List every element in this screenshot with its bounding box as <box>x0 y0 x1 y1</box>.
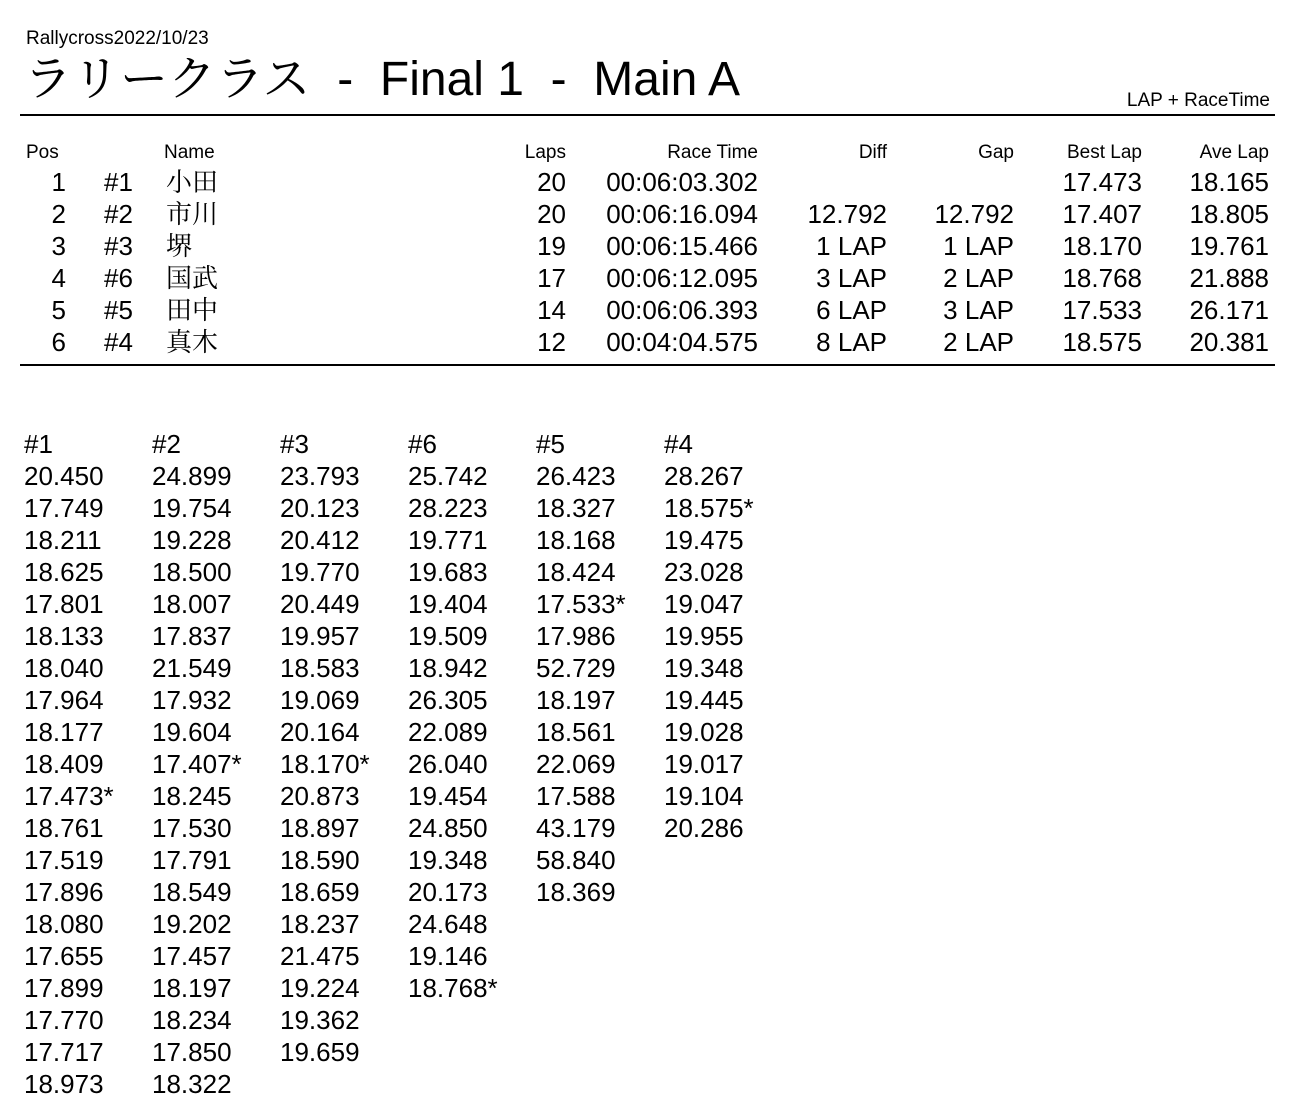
lap-column-car: #3 <box>280 429 309 459</box>
cell-no: #2 <box>104 199 133 229</box>
lap-time: 17.801 <box>24 589 104 619</box>
cell-race-time: 00:06:16.094 <box>606 199 758 229</box>
table-row <box>0 198 1293 230</box>
cell-diff: 12.792 <box>807 199 887 229</box>
cell-best-lap: 17.473 <box>1062 167 1142 197</box>
lap-time: 18.590 <box>280 845 360 875</box>
lap-time: 19.475 <box>664 525 744 555</box>
lap-time: 19.202 <box>152 909 232 939</box>
lap-time: 52.729 <box>536 653 616 683</box>
cell-no: #3 <box>104 231 133 261</box>
lap-time: 17.519 <box>24 845 104 875</box>
laps-header: Laps <box>524 142 566 163</box>
cell-name: 市川 <box>166 199 219 229</box>
cell-name: 堺 <box>166 231 193 261</box>
cell-pos: 1 <box>51 167 66 197</box>
bottom-rule <box>20 364 1275 366</box>
lap-time: 18.583 <box>280 653 360 683</box>
lap-time: 18.942 <box>408 653 488 683</box>
cell-best-lap: 17.407 <box>1062 199 1142 229</box>
cell-laps: 20 <box>537 167 566 197</box>
lap-time: 19.770 <box>280 557 360 587</box>
lap-time: 20.286 <box>664 813 744 843</box>
cell-diff: 3 LAP <box>816 263 887 293</box>
lap-time: 21.475 <box>280 941 360 971</box>
lap-time: 26.423 <box>536 461 616 491</box>
lap-column <box>24 428 152 1100</box>
lap-column <box>280 428 408 1068</box>
cell-no: #5 <box>104 295 133 325</box>
pos-header: Pos <box>26 142 59 163</box>
lap-time: 17.588 <box>536 781 616 811</box>
lap-time: 17.749 <box>24 493 104 523</box>
cell-name: 国武 <box>166 263 219 293</box>
lap-time: 18.369 <box>536 877 616 907</box>
cell-race-time: 00:06:12.095 <box>606 263 758 293</box>
lap-time: 18.040 <box>24 653 104 683</box>
lap-time: 19.771 <box>408 525 488 555</box>
lap-time: 19.604 <box>152 717 232 747</box>
race-time-header: Race Time <box>667 142 758 163</box>
lap-time: 28.223 <box>408 493 488 523</box>
lap-time: 58.840 <box>536 845 616 875</box>
results-header <box>0 140 1293 166</box>
cell-ave-lap: 18.165 <box>1189 167 1269 197</box>
lap-time: 18.897 <box>280 813 360 843</box>
lap-time: 18.177 <box>24 717 104 747</box>
top-rule <box>20 114 1275 116</box>
lap-time: 18.080 <box>24 909 104 939</box>
lap-time: 17.932 <box>152 685 232 715</box>
lap-time: 25.742 <box>408 461 488 491</box>
cell-pos: 3 <box>51 231 66 261</box>
lap-time: 19.047 <box>664 589 744 619</box>
lap-time: 24.850 <box>408 813 488 843</box>
lap-time: 17.473* <box>24 781 114 811</box>
cell-best-lap: 18.575 <box>1062 327 1142 357</box>
lap-time: 18.409 <box>24 749 104 779</box>
cell-gap: 3 LAP <box>943 295 1014 325</box>
lap-time: 18.327 <box>536 493 616 523</box>
table-row <box>0 294 1293 326</box>
cell-pos: 6 <box>51 327 66 357</box>
table-row <box>0 230 1293 262</box>
lap-time: 18.424 <box>536 557 616 587</box>
lap-time: 19.348 <box>408 845 488 875</box>
lap-time: 17.457 <box>152 941 232 971</box>
lap-column-car: #4 <box>664 429 693 459</box>
lap-time: 18.549 <box>152 877 232 907</box>
lap-time: 19.104 <box>664 781 744 811</box>
lap-time: 17.407* <box>152 749 242 779</box>
cell-pos: 5 <box>51 295 66 325</box>
lap-time: 18.197 <box>536 685 616 715</box>
page-title: ラリークラス - Final 1 - Main A <box>24 53 741 106</box>
cell-name: 小田 <box>166 167 219 197</box>
lap-time: 17.896 <box>24 877 104 907</box>
lap-time: 28.267 <box>664 461 744 491</box>
lap-time: 17.791 <box>152 845 232 875</box>
cell-laps: 14 <box>537 295 566 325</box>
lap-time: 17.717 <box>24 1037 104 1067</box>
lap-time: 17.770 <box>24 1005 104 1035</box>
lap-time: 17.533* <box>536 589 626 619</box>
lap-time: 19.348 <box>664 653 744 683</box>
lap-time: 18.575* <box>664 493 754 523</box>
lap-time: 18.973 <box>24 1069 104 1099</box>
mode-label: LAP + RaceTime <box>1126 90 1270 111</box>
lap-time: 20.173 <box>408 877 488 907</box>
lap-time: 23.028 <box>664 557 744 587</box>
cell-laps: 19 <box>537 231 566 261</box>
cell-ave-lap: 20.381 <box>1189 327 1269 357</box>
cell-race-time: 00:06:06.393 <box>606 295 758 325</box>
table-row <box>0 166 1293 198</box>
lap-time: 19.957 <box>280 621 360 651</box>
gap-header: Gap <box>978 142 1014 163</box>
cell-diff: 1 LAP <box>816 231 887 261</box>
cell-ave-lap: 21.888 <box>1189 263 1269 293</box>
cell-gap: 1 LAP <box>943 231 1014 261</box>
lap-time: 19.069 <box>280 685 360 715</box>
cell-name: 田中 <box>166 295 219 325</box>
lap-time: 43.179 <box>536 813 616 843</box>
lap-time: 19.224 <box>280 973 360 1003</box>
cell-best-lap: 18.768 <box>1062 263 1142 293</box>
table-row <box>0 262 1293 294</box>
lap-time: 18.245 <box>152 781 232 811</box>
lap-column <box>408 428 536 1004</box>
lap-time: 18.197 <box>152 973 232 1003</box>
lap-time: 24.648 <box>408 909 488 939</box>
cell-best-lap: 18.170 <box>1062 231 1142 261</box>
cell-no: #6 <box>104 263 133 293</box>
cell-ave-lap: 18.805 <box>1189 199 1269 229</box>
lap-time: 19.754 <box>152 493 232 523</box>
lap-time: 18.237 <box>280 909 360 939</box>
cell-no: #1 <box>104 167 133 197</box>
lap-time: 18.561 <box>536 717 616 747</box>
lap-time: 17.986 <box>536 621 616 651</box>
lap-time: 26.305 <box>408 685 488 715</box>
lap-time: 20.164 <box>280 717 360 747</box>
lap-time: 17.655 <box>24 941 104 971</box>
cell-race-time: 00:04:04.575 <box>606 327 758 357</box>
cell-laps: 20 <box>537 199 566 229</box>
lap-time: 19.955 <box>664 621 744 651</box>
cell-best-lap: 17.533 <box>1062 295 1142 325</box>
lap-time: 18.761 <box>24 813 104 843</box>
lap-column-car: #6 <box>408 429 437 459</box>
cell-laps: 17 <box>537 263 566 293</box>
lap-time: 20.412 <box>280 525 360 555</box>
table-row <box>0 326 1293 358</box>
results-table <box>0 140 1293 358</box>
cell-gap: 2 LAP <box>943 327 1014 357</box>
cell-laps: 12 <box>537 327 566 357</box>
lap-column <box>536 428 664 908</box>
lap-time: 19.659 <box>280 1037 360 1067</box>
cell-pos: 2 <box>51 199 66 229</box>
lap-time: 19.028 <box>664 717 744 747</box>
cell-ave-lap: 26.171 <box>1189 295 1269 325</box>
lap-column-car: #1 <box>24 429 53 459</box>
lap-time: 19.404 <box>408 589 488 619</box>
lap-time: 18.170* <box>280 749 370 779</box>
lap-time: 19.146 <box>408 941 488 971</box>
lap-time: 19.509 <box>408 621 488 651</box>
lap-time: 18.322 <box>152 1069 232 1099</box>
cell-no: #4 <box>104 327 133 357</box>
lap-column <box>152 428 280 1100</box>
name-header: Name <box>164 142 215 163</box>
lap-time: 19.454 <box>408 781 488 811</box>
lap-time: 18.133 <box>24 621 104 651</box>
lap-time: 19.362 <box>280 1005 360 1035</box>
cell-ave-lap: 19.761 <box>1189 231 1269 261</box>
cell-race-time: 00:06:15.466 <box>606 231 758 261</box>
lap-time: 18.659 <box>280 877 360 907</box>
lap-time: 20.123 <box>280 493 360 523</box>
lap-column-car: #2 <box>152 429 181 459</box>
lap-time: 21.549 <box>152 653 232 683</box>
cell-gap: 2 LAP <box>943 263 1014 293</box>
lap-time: 20.450 <box>24 461 104 491</box>
lap-time: 23.793 <box>280 461 360 491</box>
lap-time: 18.168 <box>536 525 616 555</box>
lap-time: 18.211 <box>24 525 102 555</box>
lap-time: 17.837 <box>152 621 232 651</box>
ave-lap-header: Ave Lap <box>1199 142 1269 163</box>
best-lap-header: Best Lap <box>1067 142 1142 163</box>
cell-gap: 12.792 <box>934 199 1014 229</box>
lap-time: 26.040 <box>408 749 488 779</box>
lap-time: 19.228 <box>152 525 232 555</box>
lap-time: 18.500 <box>152 557 232 587</box>
lap-time: 18.768* <box>408 973 498 1003</box>
lap-time: 19.445 <box>664 685 744 715</box>
lap-column <box>664 428 792 844</box>
lap-time: 22.069 <box>536 749 616 779</box>
cell-pos: 4 <box>51 263 66 293</box>
lap-time: 17.530 <box>152 813 232 843</box>
lap-time: 24.899 <box>152 461 232 491</box>
lap-time: 18.234 <box>152 1005 232 1035</box>
lap-time: 17.850 <box>152 1037 232 1067</box>
series-date: Rallycross2022/10/23 <box>26 28 209 49</box>
diff-header: Diff <box>858 142 887 163</box>
cell-diff: 6 LAP <box>816 295 887 325</box>
lap-time: 17.899 <box>24 973 104 1003</box>
lap-time: 18.625 <box>24 557 104 587</box>
cell-name: 真木 <box>166 327 219 357</box>
lap-time: 20.449 <box>280 589 360 619</box>
lap-time: 19.017 <box>664 749 744 779</box>
lap-column-car: #5 <box>536 429 565 459</box>
cell-race-time: 00:06:03.302 <box>606 167 758 197</box>
lap-time: 19.683 <box>408 557 488 587</box>
lap-time: 20.873 <box>280 781 360 811</box>
lap-time: 18.007 <box>152 589 232 619</box>
lap-time: 22.089 <box>408 717 488 747</box>
lap-time: 17.964 <box>24 685 104 715</box>
cell-diff: 8 LAP <box>816 327 887 357</box>
